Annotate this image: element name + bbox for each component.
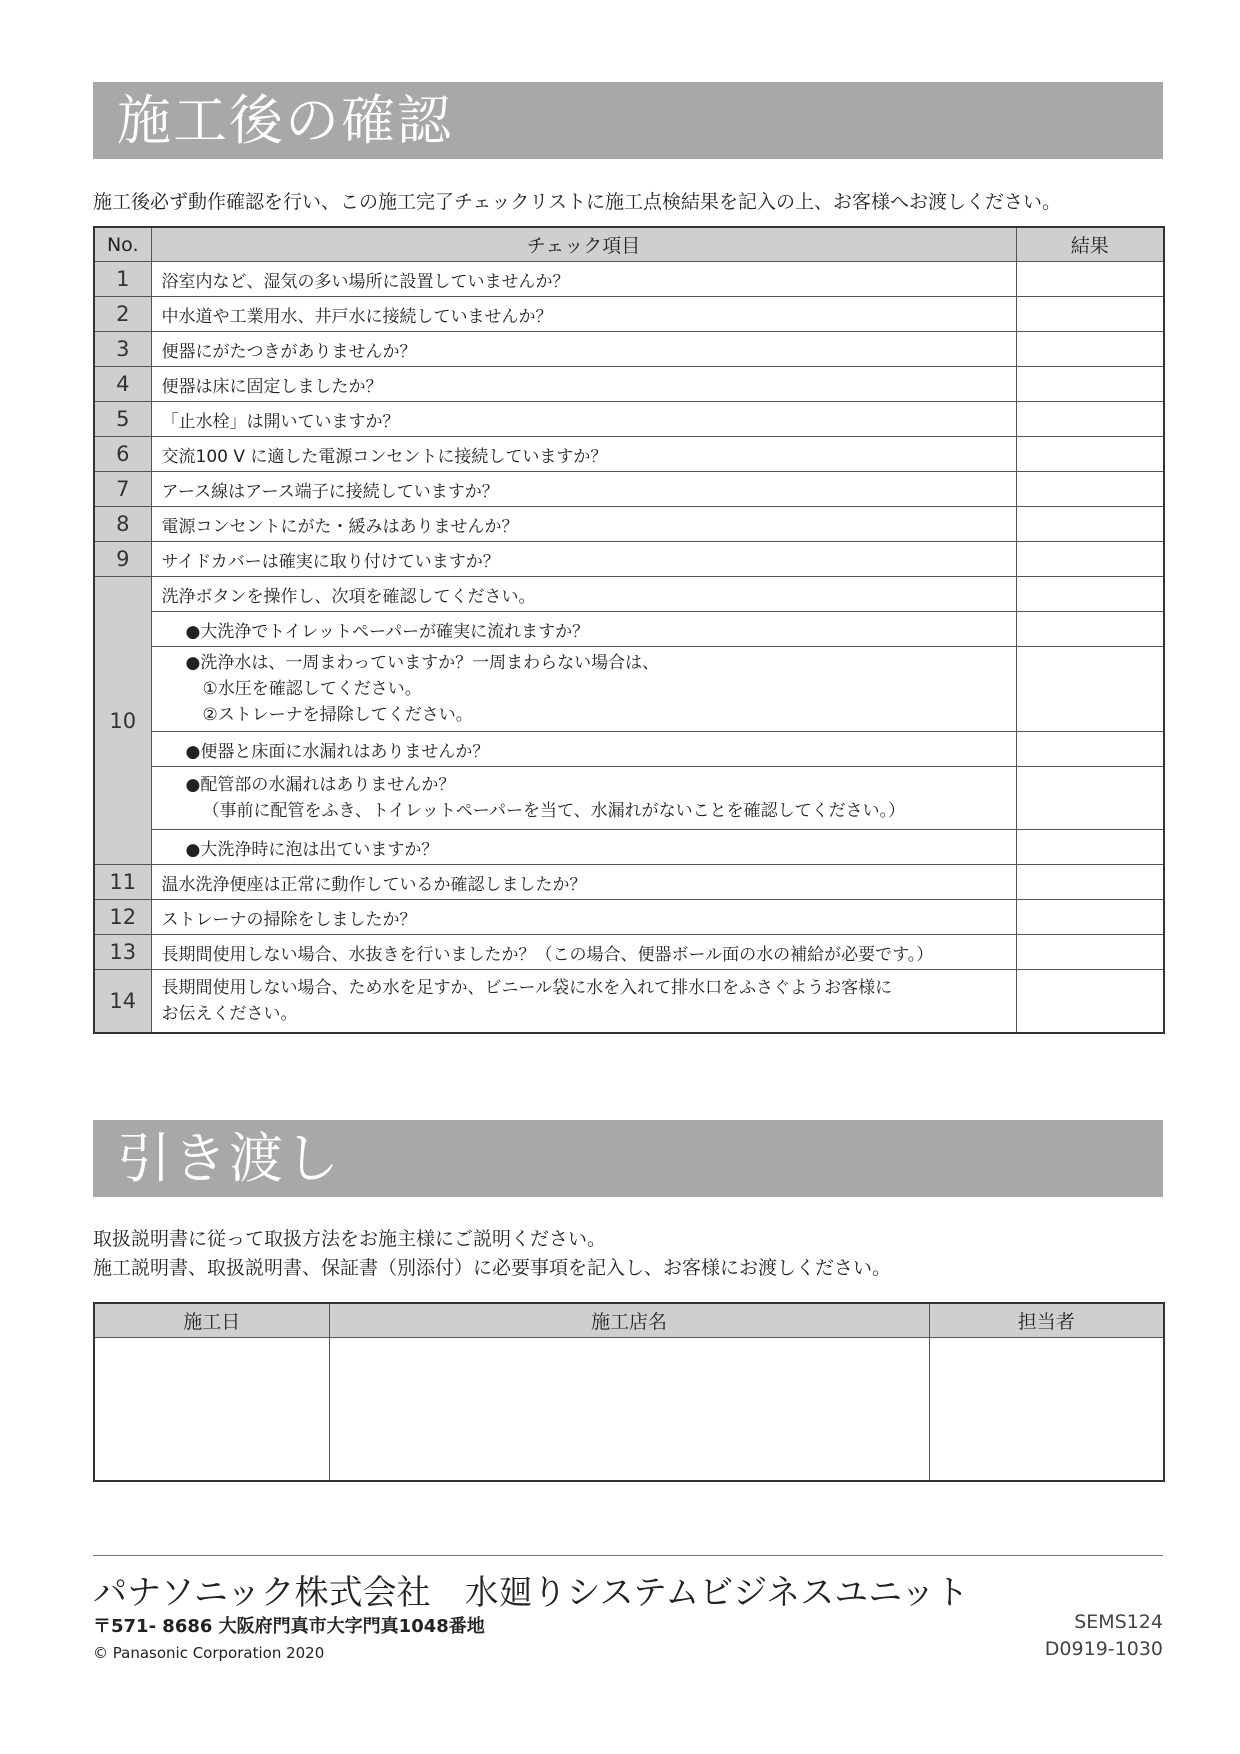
check-sub-item: ●便器と床面に水漏れはありませんか？	[151, 732, 1016, 767]
table-row	[94, 1338, 1164, 1482]
table-row	[94, 402, 1164, 437]
row-number: 10	[94, 577, 151, 865]
header-no: No.	[94, 227, 151, 262]
check-item: 便器は床に固定しましたか？	[151, 367, 1016, 402]
check-item: 中水道や工業用水、井戸水に接続していませんか？	[151, 297, 1016, 332]
check-item: 交流100 V に適した電源コンセントに接続していますか？	[151, 437, 1016, 472]
row-number: 7	[94, 472, 151, 507]
check-item: 温水洗浄便座は正常に動作しているか確認しましたか？	[151, 865, 1016, 900]
handover-intro-line: 取扱説明書に従って取扱方法をお施主様にご説明ください。	[93, 1228, 607, 1250]
document-code: D0919-1030	[1044, 1638, 1163, 1660]
row-number: 2	[94, 297, 151, 332]
check-item: 洗浄ボタンを操作し、次項を確認してください。	[151, 577, 1016, 612]
table-sub-row	[94, 647, 1164, 732]
result-cell[interactable]	[1016, 332, 1164, 367]
result-cell[interactable]	[1016, 402, 1164, 437]
store-name-field[interactable]	[329, 1338, 929, 1482]
result-cell[interactable]	[1016, 732, 1164, 767]
document-code: SEMS124	[1074, 1611, 1163, 1633]
check-item: 長期間使用しない場合、水抜きを行いましたか？（この場合、便器ボール面の水の補給が必要です。）	[151, 935, 1016, 970]
table-sub-row	[94, 767, 1164, 830]
result-cell[interactable]	[1016, 647, 1164, 732]
check-item: 便器にがたつきがありませんか？	[151, 332, 1016, 367]
check-sub-item	[151, 647, 1016, 732]
check-item	[151, 970, 1016, 1034]
row-number: 8	[94, 507, 151, 542]
table-row	[94, 262, 1164, 297]
result-cell[interactable]	[1016, 865, 1164, 900]
sub-item-line: ●配管部の水漏れはありませんか？	[185, 775, 456, 795]
check-item: アース線はアース端子に接続していますか？	[151, 472, 1016, 507]
install-date-field[interactable]	[94, 1338, 329, 1482]
table-row	[94, 542, 1164, 577]
result-cell[interactable]	[1016, 262, 1164, 297]
result-cell[interactable]	[1016, 612, 1164, 647]
row-number: 13	[94, 935, 151, 970]
result-cell[interactable]	[1016, 437, 1164, 472]
result-cell[interactable]	[1016, 542, 1164, 577]
result-cell[interactable]	[1016, 935, 1164, 970]
check-sub-item: ●大洗浄時に泡は出ていますか？	[151, 830, 1016, 865]
sub-item-line: （事前に配管をふき、トイレットペーパーを当て、水漏れがないことを確認してください。）	[202, 801, 906, 821]
copyright: © Panasonic Corporation 2020	[93, 1644, 325, 1662]
table-row	[94, 865, 1164, 900]
header-result: 結果	[1016, 227, 1164, 262]
table-sub-row	[94, 732, 1164, 767]
intro-text: 施工後必ず動作確認を行い、この施工完了チェックリストに施工点検結果を記入の上、お客様へお渡しください。	[93, 191, 1062, 213]
table-header-row	[94, 227, 1164, 262]
section-title: 引き渡し	[117, 1127, 341, 1190]
row-number: 3	[94, 332, 151, 367]
footer-divider	[93, 1555, 1163, 1556]
sub-item-line: ②ストレーナを掃除してください。	[202, 705, 473, 725]
company-address: 〒571- 8686 大阪府門真市大字門真1048番地	[93, 1616, 485, 1637]
table-sub-row	[94, 830, 1164, 865]
section-title: 施工後の確認	[117, 89, 453, 152]
sub-item-line: ●洗浄水は、一周まわっていますか？一周まわらない場合は、	[185, 653, 660, 673]
check-item: サイドカバーは確実に取り付けていますか？	[151, 542, 1016, 577]
result-cell[interactable]	[1016, 367, 1164, 402]
header-item: チェック項目	[151, 227, 1016, 262]
table-row	[94, 970, 1164, 1034]
row-number: 14	[94, 970, 151, 1034]
table-row	[94, 332, 1164, 367]
item-line: お伝えください。	[161, 1004, 298, 1024]
row-number: 6	[94, 437, 151, 472]
check-sub-item: ●大洗浄でトイレットペーパーが確実に流れますか？	[151, 612, 1016, 647]
handover-table	[93, 1302, 1165, 1482]
header-person: 担当者	[929, 1303, 1164, 1338]
check-item: 「止水栓」は開いていますか？	[151, 402, 1016, 437]
table-header-row	[94, 1303, 1164, 1338]
sub-item-line: ①水圧を確認してください。	[202, 679, 422, 699]
header-store-name: 施工店名	[329, 1303, 929, 1338]
row-number: 1	[94, 262, 151, 297]
result-cell[interactable]	[1016, 507, 1164, 542]
table-sub-row	[94, 612, 1164, 647]
check-item: 電源コンセントにがた・緩みはありませんか？	[151, 507, 1016, 542]
table-row	[94, 472, 1164, 507]
check-item: 浴室内など、湿気の多い場所に設置していませんか？	[151, 262, 1016, 297]
handover-intro-line: 施工説明書、取扱説明書、保証書（別添付）に必要事項を記入し、お客様にお渡しください。	[93, 1257, 892, 1279]
result-cell[interactable]	[1016, 297, 1164, 332]
result-cell[interactable]	[1016, 900, 1164, 935]
company-name: パナソニック株式会社 水廻りシステムビジネスユニット	[93, 1573, 969, 1613]
check-sub-item	[151, 767, 1016, 830]
table-row	[94, 900, 1164, 935]
row-number: 5	[94, 402, 151, 437]
result-cell[interactable]	[1016, 577, 1164, 612]
result-cell[interactable]	[1016, 472, 1164, 507]
result-cell[interactable]	[1016, 970, 1164, 1034]
row-number: 12	[94, 900, 151, 935]
table-row	[94, 507, 1164, 542]
row-number: 4	[94, 367, 151, 402]
table-row	[94, 577, 1164, 612]
table-row	[94, 297, 1164, 332]
table-row	[94, 437, 1164, 472]
header-install-date: 施工日	[94, 1303, 329, 1338]
table-row	[94, 935, 1164, 970]
result-cell[interactable]	[1016, 830, 1164, 865]
section-title-banner	[93, 82, 1163, 159]
row-number: 11	[94, 865, 151, 900]
row-number: 9	[94, 542, 151, 577]
check-item: ストレーナの掃除をしましたか？	[151, 900, 1016, 935]
table-row	[94, 367, 1164, 402]
section-title-banner	[93, 1120, 1163, 1197]
item-line: 長期間使用しない場合、ため水を足すか、ビニール袋に水を入れて排水口をふさぐようお客様に	[161, 978, 893, 998]
checklist-table	[93, 226, 1165, 1034]
result-cell[interactable]	[1016, 767, 1164, 830]
person-field[interactable]	[929, 1338, 1164, 1482]
